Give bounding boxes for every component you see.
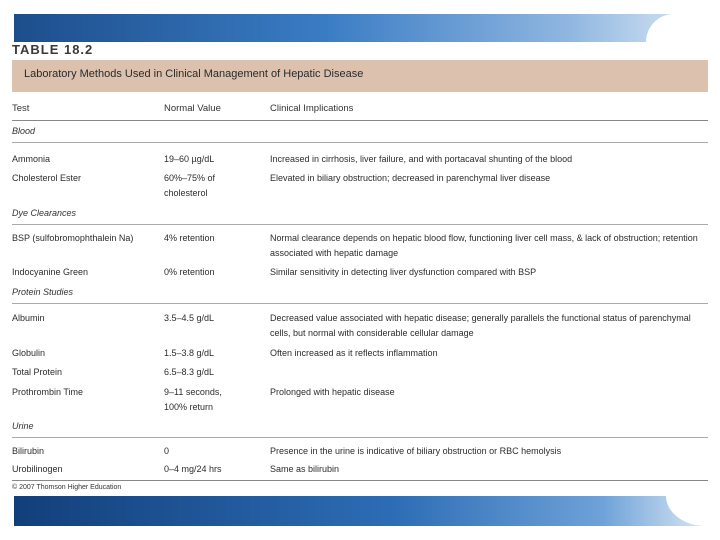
copyright-credit: © 2007 Thomson Higher Education [12,484,122,491]
row-indocyanine-implication: Similar sensitivity in detecting liver dysfunction compared with BSP [270,267,537,277]
row-urobilinogen-normal: 0–4 mg/24 hrs [164,464,222,474]
table-caption: Laboratory Methods Used in Clinical Management of Hepatic Disease [24,68,364,80]
section-divider [12,437,708,438]
section-divider [12,142,708,143]
header-test: Test [12,103,30,114]
row-globulin-normal: 1.5–3.8 g/dL [164,348,215,358]
row-bilirubin-implication: Presence in the urine is indicative of biliary obstruction or RBC hemolysis [270,446,562,456]
row-albumin-test: Albumin [12,313,45,323]
row-total-protein-test: Total Protein [12,367,63,377]
bottom-decorative-band [14,496,706,526]
row-indocyanine-test: Indocyanine Green [12,267,89,277]
row-cholesterol-implication: Elevated in biliary obstruction; decreased in parenchymal liver disease [270,173,551,183]
row-total-protein-normal: 6.5–8.3 g/dL [164,367,215,377]
row-bsp-test: BSP (sulfobromophthalein Na) [12,233,134,243]
section-divider [12,303,708,304]
header-normal-value: Normal Value [164,103,221,114]
section-dye-clearances: Dye Clearances [12,208,77,218]
row-bsp-implication: Normal clearance depends on hepatic blood flow, functioning liver cell mass, & lack of obstruction; retention associated with hepatic damage [270,233,698,258]
row-bilirubin-normal: 0 [164,446,170,456]
row-globulin-implication: Often increased as it reflects inflammation [270,348,438,358]
row-urobilinogen-implication: Same as bilirubin [270,464,340,474]
header-divider [12,120,708,121]
section-protein-studies: Protein Studies [12,287,74,297]
row-indocyanine-normal: 0% retention [164,267,215,277]
row-ammonia-implication: Increased in cirrhosis, liver failure, and with portacaval shunting of the blood [270,154,573,164]
section-divider [12,224,708,225]
row-cholesterol-test: Cholesterol Ester [12,173,82,183]
row-albumin-implication: Decreased value associated with hepatic disease; generally parallels the functional status of parenchymal cells, but normal with considerable cellular damage [270,313,691,338]
row-cholesterol-normal: 60%–75% of cholesterol [164,173,216,198]
row-ammonia-test: Ammonia [12,154,51,164]
row-prothrombin-test: Prothrombin Time [12,387,84,397]
table-number: TABLE 18.2 [12,42,94,57]
row-ammonia-normal: 19–60 µg/dL [164,154,215,164]
row-albumin-normal: 3.5–4.5 g/dL [164,313,215,323]
table-caption-box [12,60,708,92]
row-urobilinogen-test: Urobilinogen [12,464,63,474]
section-blood: Blood [12,126,36,136]
row-bsp-normal: 4% retention [164,233,215,243]
section-urine: Urine [12,421,34,431]
table-bottom-rule [12,480,708,481]
row-prothrombin-implication: Prolonged with hepatic disease [270,387,395,397]
row-prothrombin-normal: 9–11 seconds, 100% return [164,387,222,412]
row-globulin-test: Globulin [12,348,46,358]
top-decorative-band [14,14,706,42]
header-clinical-implications: Clinical Implications [270,103,354,114]
row-bilirubin-test: Bilirubin [12,446,45,456]
